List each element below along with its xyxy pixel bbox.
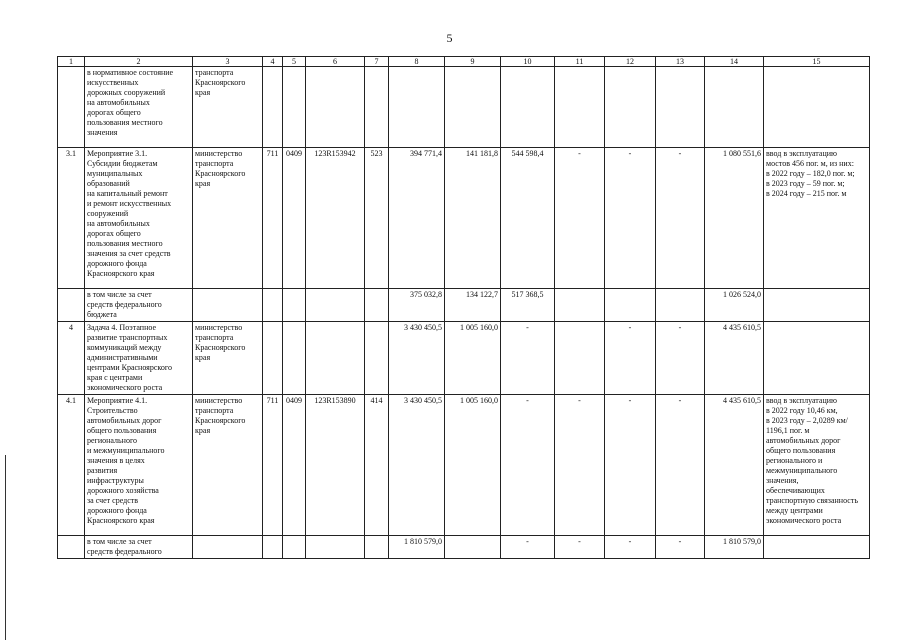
column-header: 1 xyxy=(58,57,85,67)
table-cell xyxy=(365,536,389,559)
table-cell: в том числе за счет средств федерального бюджета xyxy=(85,289,193,322)
table-row xyxy=(58,67,870,148)
table-cell xyxy=(58,289,85,322)
table-cell: транспорта Красноярского края xyxy=(193,67,263,148)
table-cell: 1 005 160,0 xyxy=(445,395,501,536)
column-header: 5 xyxy=(283,57,306,67)
table-cell xyxy=(656,67,705,148)
table-cell xyxy=(263,67,283,148)
table-cell: 414 xyxy=(365,395,389,536)
table-cell: Мероприятие 4.1. Строительство автомобильных дорог общего пользования регионального и межмуниципального значения в целях развития инфраструктуры дорожного хозяйства за счет средств дорожного фонда Красноярского края xyxy=(85,395,193,536)
column-header: 2 xyxy=(85,57,193,67)
table-cell: 134 122,7 xyxy=(445,289,501,322)
table-cell xyxy=(764,289,870,322)
table-cell xyxy=(193,289,263,322)
table-cell xyxy=(605,67,656,148)
table-cell: 4.1 xyxy=(58,395,85,536)
column-header: 15 xyxy=(764,57,870,67)
column-header: 14 xyxy=(705,57,764,67)
table-cell: 123R153890 xyxy=(306,395,365,536)
table-cell: 1 080 551,6 xyxy=(705,148,764,289)
table-cell xyxy=(764,67,870,148)
header-row xyxy=(58,57,870,67)
table-cell xyxy=(58,536,85,559)
table-cell: - xyxy=(501,536,555,559)
table-cell: 394 771,4 xyxy=(389,148,445,289)
table-cell: 375 032,8 xyxy=(389,289,445,322)
table-cell: 4 xyxy=(58,322,85,395)
table-cell: 4 435 610,5 xyxy=(705,395,764,536)
table-cell: - xyxy=(555,395,605,536)
table-cell xyxy=(445,67,501,148)
column-header: 11 xyxy=(555,57,605,67)
table-cell: в том числе за счет средств федерального xyxy=(85,536,193,559)
table-cell xyxy=(605,289,656,322)
table-cell: - xyxy=(656,148,705,289)
table-cell: 544 598,4 xyxy=(501,148,555,289)
table-cell xyxy=(283,289,306,322)
table-cell: - xyxy=(656,322,705,395)
table-cell: - xyxy=(555,148,605,289)
table-cell xyxy=(555,67,605,148)
table-cell: - xyxy=(555,536,605,559)
table-row xyxy=(58,536,870,559)
column-header: 10 xyxy=(501,57,555,67)
table-cell xyxy=(555,322,605,395)
table-cell xyxy=(263,322,283,395)
table-cell: 4 435 610,5 xyxy=(705,322,764,395)
table-cell: 711 xyxy=(263,395,283,536)
table-row xyxy=(58,395,870,536)
column-header: 9 xyxy=(445,57,501,67)
table-cell: 3 430 450,5 xyxy=(389,395,445,536)
column-header: 7 xyxy=(365,57,389,67)
table-cell: 711 xyxy=(263,148,283,289)
table-cell xyxy=(306,536,365,559)
column-header: 12 xyxy=(605,57,656,67)
table-cell xyxy=(306,289,365,322)
table-cell: 0409 xyxy=(283,148,306,289)
table-cell xyxy=(263,289,283,322)
table-cell: 517 368,5 xyxy=(501,289,555,322)
table-cell xyxy=(764,322,870,395)
table-cell xyxy=(365,289,389,322)
table-cell: 1 005 160,0 xyxy=(445,322,501,395)
budget-table xyxy=(57,56,870,559)
table-cell xyxy=(283,67,306,148)
margin-rule xyxy=(5,455,6,640)
table-cell xyxy=(263,536,283,559)
table-cell: 123R153942 xyxy=(306,148,365,289)
table-cell: министерство транспорта Красноярского края xyxy=(193,395,263,536)
table-cell xyxy=(58,67,85,148)
table-cell: 141 181,8 xyxy=(445,148,501,289)
column-header: 6 xyxy=(306,57,365,67)
table-cell xyxy=(656,289,705,322)
table-cell: 3 430 450,5 xyxy=(389,322,445,395)
table-cell xyxy=(705,67,764,148)
table-cell xyxy=(365,322,389,395)
table-cell: - xyxy=(605,322,656,395)
table-cell xyxy=(764,536,870,559)
table-cell: Задача 4. Поэтапное развитие транспортных коммуникаций между административными центрами Красноярского края с центрами экономического роста xyxy=(85,322,193,395)
table-cell: министерство транспорта Красноярского края xyxy=(193,322,263,395)
table-cell: - xyxy=(656,536,705,559)
column-header: 3 xyxy=(193,57,263,67)
table-cell xyxy=(283,536,306,559)
column-header: 13 xyxy=(656,57,705,67)
table-cell: 0409 xyxy=(283,395,306,536)
table-cell xyxy=(389,67,445,148)
table-cell: 1 026 524,0 xyxy=(705,289,764,322)
table-cell xyxy=(365,67,389,148)
table-cell: 523 xyxy=(365,148,389,289)
table-row xyxy=(58,148,870,289)
table-cell: - xyxy=(605,148,656,289)
table-cell: ввод в эксплуатацию в 2022 году 10,46 км, в 2023 году – 2,0289 км/ 1196,1 пог. м автомобильных дорог общего пользования регионального и межмуниципального значения, обеспечивающих транспортную связанность между центрами экономического роста xyxy=(764,395,870,536)
table-row xyxy=(58,289,870,322)
table-cell xyxy=(501,67,555,148)
table-cell xyxy=(306,322,365,395)
table-cell: 3.1 xyxy=(58,148,85,289)
column-header: 4 xyxy=(263,57,283,67)
table-cell: Мероприятие 3.1. Субсидии бюджетам муниципальных образований на капитальный ремонт и ремонт искусственных сооружений на автомобильных дорогах общего пользования местного значения за счет средств дорожного фонда Красноярского края xyxy=(85,148,193,289)
table-cell xyxy=(193,536,263,559)
table-cell: - xyxy=(605,536,656,559)
table-cell: ввод в эксплуатацию мостов 456 пог. м, из них: в 2022 году – 182,0 пог. м; в 2023 году – 59 пог. м; в 2024 году – 215 пог. м xyxy=(764,148,870,289)
table-cell: - xyxy=(501,395,555,536)
table-row xyxy=(58,322,870,395)
table-cell: в нормативное состояние искусственных дорожных сооружений на автомобильных дорогах общего пользования местного значения xyxy=(85,67,193,148)
table-cell: 1 810 579,0 xyxy=(389,536,445,559)
table-cell xyxy=(555,289,605,322)
table-cell: 1 810 579,0 xyxy=(705,536,764,559)
column-header: 8 xyxy=(389,57,445,67)
table-cell xyxy=(445,536,501,559)
table-cell: - xyxy=(501,322,555,395)
table-cell: - xyxy=(605,395,656,536)
table-cell: министерство транспорта Красноярского края xyxy=(193,148,263,289)
table-cell: - xyxy=(656,395,705,536)
table-cell xyxy=(306,67,365,148)
page-number: 5 xyxy=(446,31,453,45)
table-cell xyxy=(283,322,306,395)
